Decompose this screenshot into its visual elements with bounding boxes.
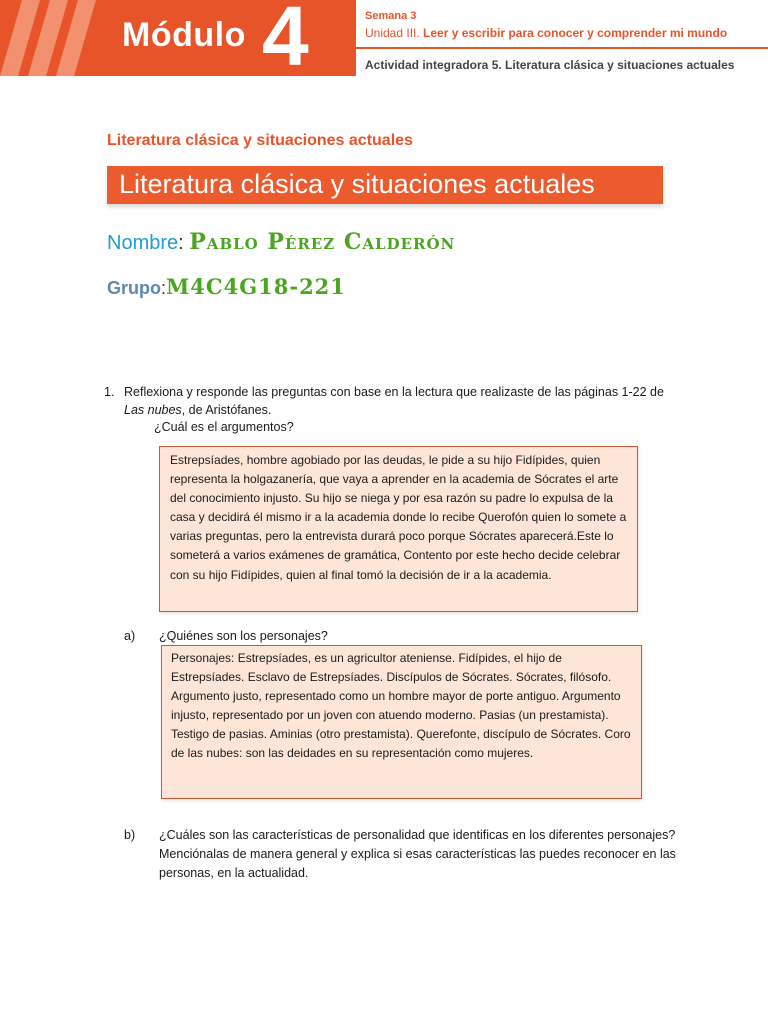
unit-label xyxy=(365,26,727,40)
question-1 xyxy=(104,384,674,437)
document-title: Literatura clásica y situaciones actuales xyxy=(119,169,595,199)
module-banner xyxy=(0,0,356,76)
header-divider xyxy=(356,47,768,49)
answer-box-argument xyxy=(159,446,638,612)
module-label: Módulo xyxy=(122,16,246,54)
question-letter: a) xyxy=(124,629,136,643)
question-letter: b) xyxy=(124,828,136,842)
work-title: Las nubes xyxy=(124,402,182,417)
group-label: Grupo xyxy=(107,278,161,298)
week-label: Semana 3 xyxy=(365,10,417,22)
group-line: Grupo:M4C4G18-221 xyxy=(107,274,346,299)
question-text-line2: , de Aristófanes. xyxy=(181,402,272,417)
unit-title: Leer y escribir para conocer y comprender mi mundo xyxy=(423,26,728,40)
unit-prefix: Unidad III. xyxy=(365,26,420,40)
question-text: ¿Quiénes son los personajes? xyxy=(159,629,328,643)
name-line: Nombre: Pablo Pérez Calderón xyxy=(107,229,456,255)
stripes-decoration xyxy=(0,0,110,76)
question-text xyxy=(124,384,674,419)
module-number: 4 xyxy=(262,0,309,76)
name-label: Nombre xyxy=(107,232,179,254)
question-number: 1. xyxy=(104,385,115,399)
answer-box-characters xyxy=(161,645,642,799)
title-bar xyxy=(107,166,663,204)
answer-text: Estrepsíades, hombre agobiado por las deudas, le pide a su hijo Fidípides, quien representa la holgazanería, que vaya a aprender en la academia de Sócrates el arte del conocimiento injusto. Su hijo se niega y por esa razón su padre lo expulsa de la casa y decidirá él mismo ir a la academia donde lo recibe Querofón quien lo somete a varias preguntas, pero la entrevista durará poco porque Sócrates aparecerá.Este lo someterá a varios exámenes de gramática, Contento por este hecho decide celebrar con su hijo Fidípides, quien al final tomó la decisión de ir a la academia. xyxy=(170,453,627,582)
group-value: M4C4G18-221 xyxy=(166,274,346,299)
document-subtitle: Literatura clásica y situaciones actuales xyxy=(107,132,413,149)
answer-text: Personajes: Estrepsíades, es un agricultor ateniense. Fidípides, el hijo de Estrepsíades. Esclavo de Estrepsíades. Discípulos de Sócrates. Sócrates, filósofo. Argumento justo, representado como un hombre mayor de porte antiguo. Argumento injusto, representado por un joven con atuendo moderno. Pasias (un prestamista). Testigo de pasias. Aminias (otro prestamista). Querefonte, discípulo de Sócrates. Coro de las nubes: son las deidades en su representación como mujeres. xyxy=(171,651,631,761)
activity-title: Actividad integradora 5. Literatura clásica y situaciones actuales xyxy=(365,58,735,72)
question-b xyxy=(124,826,684,883)
sub-question: ¿Cuál es el argumentos? xyxy=(154,420,294,434)
question-text-line1: Reflexiona y responde las preguntas con base en la lectura que realizaste de las páginas 1-22 de xyxy=(124,385,664,399)
name-value: Pablo Pérez Calderón xyxy=(189,229,456,255)
question-text: ¿Cuáles son las características de personalidad que identificas en los diferentes personajes? Menciónalas de manera general y explica si esas características las puedes reconocer en las personas, en la actualidad. xyxy=(159,828,676,880)
question-a xyxy=(124,627,684,646)
